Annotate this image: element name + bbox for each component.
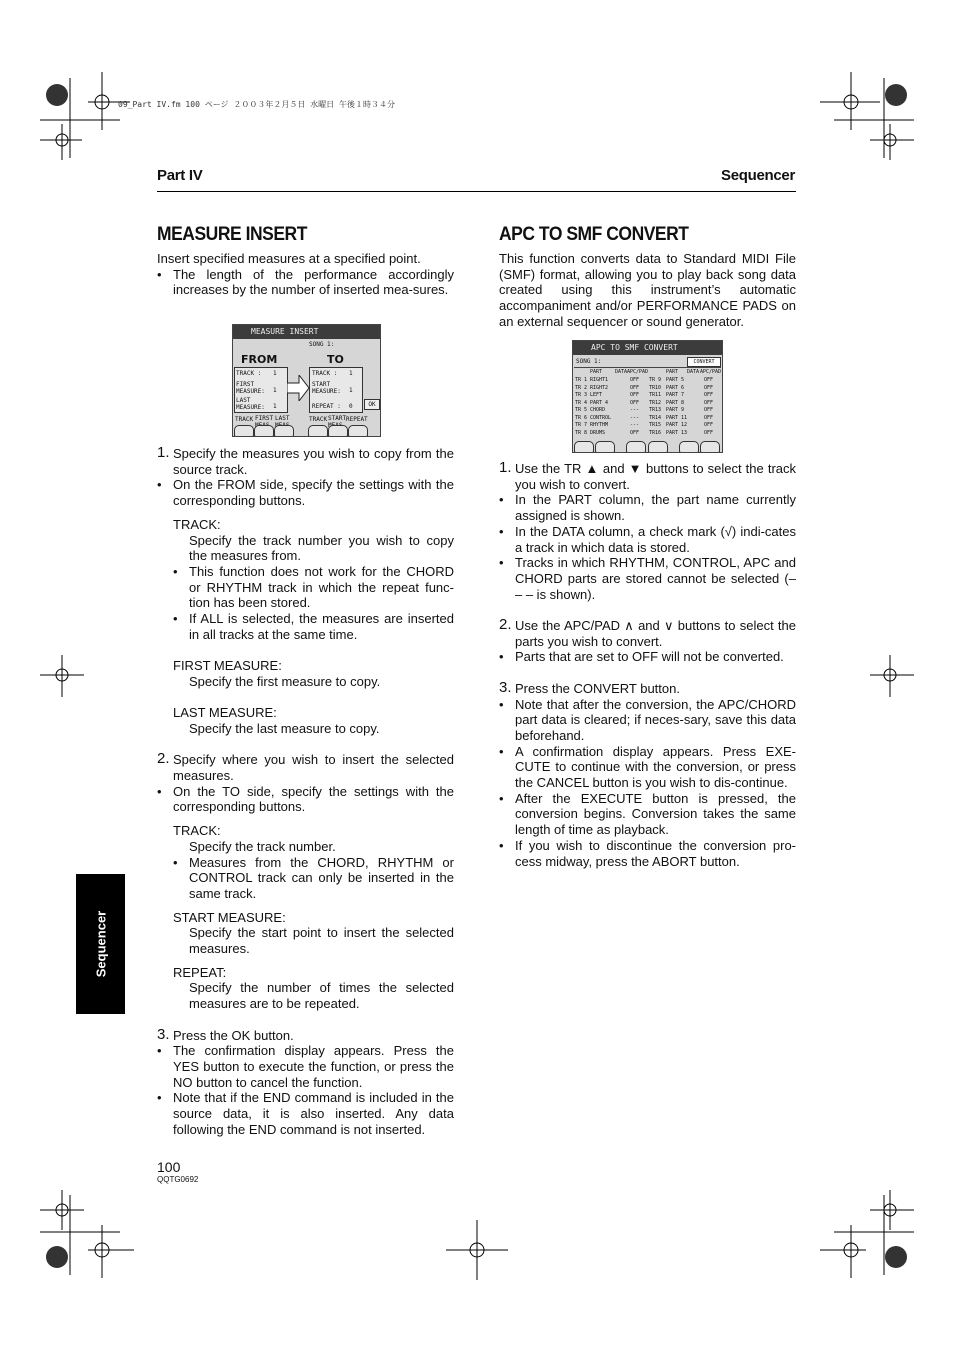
apc-cell: OFF (630, 399, 640, 406)
apc-cell: TR16 (649, 429, 662, 436)
bullet: • A confirmation display appears. Press EXE-CUTE to continue with the conversion, or press the CANCEL button is you wish to dis-continue. (499, 744, 796, 791)
repeat-label: REPEAT: (173, 964, 227, 980)
apc-cell: PART 7 (666, 392, 685, 398)
apc-cell: PART 13 (666, 429, 688, 436)
apc-cell: TR 1 (575, 377, 588, 383)
apc-cell: OFF (630, 429, 640, 436)
from-track-label: TRACK : (236, 370, 262, 377)
hdr-data: DATA (615, 369, 628, 375)
track-desc: Specify the track number. (189, 838, 336, 854)
apc-cell: OFF (704, 422, 714, 428)
screen-title-bar: MEASURE INSERT (233, 325, 380, 339)
bullet: • In the DATA column, a check mark (√) indi-cates a track in which data is stored. (499, 524, 796, 555)
apc-cell: OFF (704, 429, 714, 436)
from-first-label: FIRST MEASURE: (236, 381, 265, 395)
bullet: • On the TO side, specify the settings with the corresponding buttons. (157, 784, 454, 815)
intro-text: This function converts data to Standard MIDI File (SMF) format, allowing you to play back song data created using this instrument’s automatic accompaniment and/or PERFORMANCE PADS on an external sequencer or sound generator. (499, 251, 796, 329)
header-rule (157, 191, 796, 192)
apc-cell: --- (630, 422, 640, 428)
screen-title-bar: APC TO SMF CONVERT (573, 341, 722, 355)
step-text: Press the OK button. (173, 1027, 294, 1043)
running-header-right: Sequencer (721, 167, 795, 184)
bullet: • On the FROM side, specify the settings with the corresponding buttons. (157, 477, 454, 508)
first-measure-desc: Specify the first measure to copy. (189, 673, 381, 689)
apc-cell: OFF (704, 377, 714, 383)
last-measure-label: LAST MEASURE: (173, 705, 277, 721)
measure-insert-intro (157, 251, 454, 298)
bullet: • Note that if the END command is included in the source data, it is also inserted. Any data following the END command is not inserted. (157, 1090, 454, 1137)
apc-cell: TR13 (649, 407, 662, 413)
hdr-apc: APC/PAD (627, 369, 649, 375)
from-last-value: 1 (273, 403, 277, 410)
apc-to-smf-title: APC TO SMF CONVERT (499, 224, 689, 245)
screen-button (348, 425, 368, 437)
apc-cell: RHYTHM (590, 422, 609, 428)
screen-from-label: FROM (241, 353, 278, 366)
running-header-left: Part IV (157, 167, 203, 184)
first-measure-label: FIRST MEASURE: (173, 658, 282, 674)
screen-button (700, 441, 720, 453)
apc-cell: TR 8 (575, 429, 588, 436)
apc-cell: TR 5 (575, 407, 588, 413)
from-track-value: 1 (273, 370, 277, 377)
apc-cell: OFF (704, 407, 714, 413)
to-track-label: TRACK : (312, 370, 338, 377)
apc-cell: TR11 (649, 392, 662, 398)
apc-cell: PART 5 (666, 377, 685, 383)
step-text: Use the TR ▲ and ▼ buttons to select the track you wish to convert. (515, 461, 796, 492)
apc-cell: RIGHT1 (590, 377, 609, 383)
btn-label-repeat: REPEAT (346, 416, 368, 423)
apc-cell: OFF (704, 399, 714, 406)
step-2 (157, 752, 454, 783)
to-track-value: 1 (349, 370, 353, 377)
intro-bullet: • The length of the performance accordingly increases by the number of inserted mea-sures. (157, 267, 454, 298)
apc-cell: OFF (630, 392, 640, 398)
apc-cell: TR14 (649, 414, 662, 421)
step-3 (499, 678, 796, 697)
apc-cell: TR12 (649, 399, 662, 406)
file-info: 09_Part IV.fm 100 ページ ２００３年２月５日 水曜日 午後１時３４分 (118, 100, 395, 109)
start-measure-desc: Specify the start point to insert the selected measures. (189, 925, 454, 957)
bullet: • After the EXECUTE button is pressed, the conversion begins. Conversion takes the same length of time as playback. (499, 791, 796, 838)
intro-text: Insert specified measures at a specified point. (157, 251, 421, 266)
apc-cell: TR 3 (575, 392, 588, 398)
screen-button (679, 441, 699, 453)
track-label: TRACK: (173, 516, 221, 532)
step-1 (157, 446, 454, 477)
bullet: • This function does not work for the CHORD or RHYTHM track in which the repeat func-tion has been stored. (157, 564, 454, 611)
step-number: 3. (499, 678, 512, 696)
step-number: 3. (157, 1025, 170, 1043)
apc-cell: CONTROL (590, 414, 612, 421)
doc-code: QQTG0692 (157, 1175, 199, 1184)
screen-to-label: TO (327, 353, 344, 366)
step-1 (499, 461, 796, 492)
bullet: • In the PART column, the part name currently assigned is shown. (499, 492, 796, 523)
apc-cell: RIGHT2 (590, 384, 609, 391)
arrow-right-icon (287, 375, 309, 401)
screen-song: SONG 1: (309, 341, 335, 348)
apc-cell: LEFT (590, 392, 603, 398)
apc-cell: TR 2 (575, 384, 588, 391)
step-text: Specify the measures you wish to copy from the source track. (173, 446, 454, 477)
apc-cell: TR 9 (649, 377, 662, 383)
screen-button (595, 441, 615, 453)
btn-label-last: LAST (275, 415, 290, 422)
apc-cell: OFF (630, 384, 640, 391)
apc-cell: TR 4 (575, 399, 588, 406)
apc-cell: PART 4 (590, 399, 609, 406)
apc-cell: CHORD (590, 407, 606, 413)
apc-cell: PART 12 (666, 422, 688, 428)
screen-button (254, 425, 274, 437)
measure-insert-title: MEASURE INSERT (157, 224, 307, 245)
bullet: • Note that after the conversion, the APC/CHORD part data is cleared; if neces-sary, save this data beforehand. (499, 697, 796, 744)
apc-steps (499, 461, 796, 869)
from-first-value: 1 (273, 387, 277, 394)
measure-insert-steps (157, 446, 454, 1137)
apc-cell: OFF (704, 414, 714, 421)
apc-to-smf-screen (572, 340, 723, 453)
side-tab (76, 874, 125, 1014)
btn-label-start: START (328, 415, 347, 422)
bullet: • If ALL is selected, the measures are inserted in all tracks at the same time. (157, 611, 454, 642)
apc-cell: OFF (704, 384, 714, 391)
start-measure-label: START MEASURE: (173, 909, 286, 925)
side-tab-label: Sequencer (93, 910, 108, 978)
apc-table (574, 367, 721, 438)
screen-button (308, 425, 328, 437)
step-number: 1. (157, 444, 170, 461)
screen-ok-button: OK (364, 399, 380, 410)
screen-button (274, 425, 294, 437)
bullet: • Tracks in which RHYTHM, CONTROL, APC and CHORD parts are stored cannot be selected (– – – is shown). (499, 555, 796, 602)
apc-intro (499, 251, 796, 330)
hdr-part-2: PART (666, 369, 679, 375)
apc-cell: PART 8 (666, 399, 685, 406)
track-label: TRACK: (173, 823, 221, 839)
track-desc: Specify the track number you wish to copy the measures from. (189, 532, 454, 564)
step-number: 1. (499, 459, 512, 476)
hdr-apc-2: APC/PAD (700, 369, 722, 375)
apc-cell: TR15 (649, 422, 662, 428)
screen-convert-button: CONVERT (687, 357, 721, 367)
apc-cell: TR10 (649, 384, 662, 391)
step-number: 2. (157, 750, 170, 768)
apc-cell: OFF (704, 392, 714, 398)
screen-button (626, 441, 646, 453)
btn-label-track: TRACK (235, 416, 254, 423)
step-2 (499, 618, 796, 649)
apc-cell: PART 9 (666, 407, 685, 413)
to-repeat-label: REPEAT : (312, 403, 341, 410)
screen-button (574, 441, 594, 453)
apc-cell: OFF (630, 377, 640, 383)
apc-cell: TR 7 (575, 422, 588, 428)
bullet: • If you wish to discontinue the conversion pro-cess midway, press the ABORT button. (499, 838, 796, 869)
step-3 (157, 1025, 454, 1044)
btn-label-first: FIRST (255, 415, 274, 422)
step-text: Specify where you wish to insert the selected measures. (173, 752, 454, 784)
screen-button (328, 425, 348, 437)
from-last-label: LAST MEASURE: (236, 397, 265, 411)
apc-cell: TR 6 (575, 414, 588, 421)
page-number: 100 (157, 1159, 181, 1175)
measure-insert-screen (232, 324, 381, 437)
step-text: Press the CONVERT button. (515, 680, 680, 696)
hdr-data-2: DATA (687, 369, 700, 375)
last-measure-desc: Specify the last measure to copy. (189, 720, 380, 736)
apc-cell: PART 6 (666, 384, 685, 391)
repeat-desc: Specify the number of times the selected measures are to be repeated. (189, 980, 454, 1012)
bullet: • Parts that are set to OFF will not be converted. (499, 649, 796, 665)
to-repeat-value: 0 (349, 403, 353, 410)
screen-button (648, 441, 668, 453)
step-number: 2. (499, 616, 512, 634)
apc-cell: --- (630, 407, 640, 413)
to-start-label: START MEASURE: (312, 381, 341, 395)
apc-cell: DRUMS (590, 429, 606, 436)
btn-label-track-2: TRACK (309, 416, 328, 423)
step-text: Use the APC/PAD ∧ and ∨ buttons to select the parts you wish to convert. (515, 618, 796, 649)
to-start-value: 1 (349, 387, 353, 394)
screen-song: SONG 1: (576, 358, 602, 365)
screen-button (234, 425, 254, 437)
apc-cell: PART 11 (666, 414, 688, 421)
bullet: • Measures from the CHORD, RHYTHM or CONTROL track can only be inserted in the same track. (157, 855, 454, 902)
hdr-part: PART (590, 369, 603, 375)
apc-cell: --- (630, 414, 640, 421)
bullet: • The confirmation display appears. Press the YES button to execute the function, or press the NO button to cancel the function. (157, 1043, 454, 1090)
